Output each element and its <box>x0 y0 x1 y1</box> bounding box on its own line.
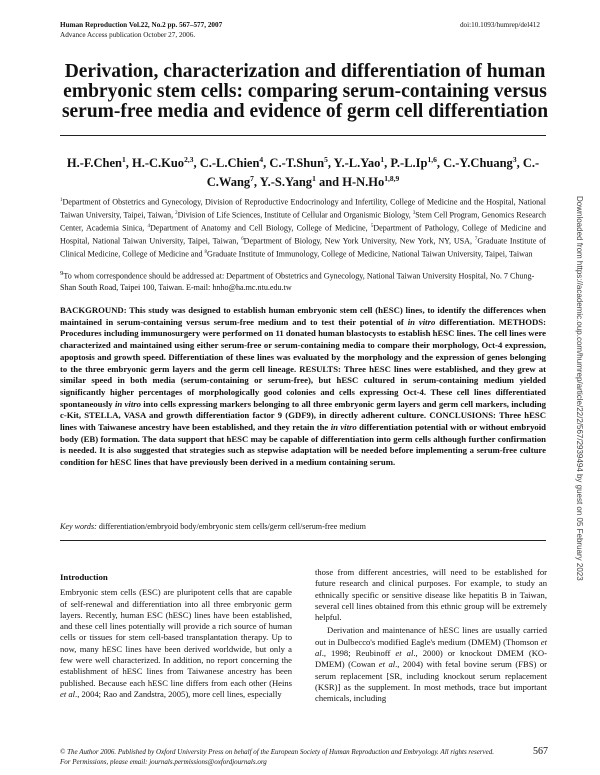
intro-paragraph-1: Embryonic stem cells (ESC) are pluripotent cells that are capable of self-renewal and differentiation into all three embryonic germ layers. Recently, human ESC (hESC) lines have been established, and these cell lines potentially will provide a rich source of human cells or tissues for stem cell-based transplantation therapy. Up to now, many hESC lines have been derived worldwide, but only a few were well characterized. In addition, no report concerning the establishment of hESC lines from Taiwanese ancestry has been published. Because each hESC line differs from each other (Heins et al., 2004; Rao and Zandstra, 2005), more cell lines, especially <box>60 587 292 699</box>
intro-column-right <box>315 567 547 705</box>
affiliation-text: Division of Life Sciences, Institute of Cellular and Organismic Biology, <box>177 210 413 220</box>
author-name: Y.-L.Yao$^1$ <box>333 155 385 171</box>
title-rule <box>60 135 546 136</box>
keywords-label: Key words: <box>60 522 97 531</box>
permissions-line: For Permissions, please email: journals.permissions@oxfordjournals.org <box>60 757 267 766</box>
keywords-rule <box>60 540 546 541</box>
copyright-line: © The Author 2006. Published by Oxford University Press on behalf of the European Society of Human Reproduction and Embryology. All rights reserved. <box>60 748 495 756</box>
author-name: P.-L.Ip$^{1,6}$ <box>390 155 437 171</box>
journal-citation: Human Reproduction Vol.22, No.2 pp. 567–577, 2007 <box>60 21 223 29</box>
intro-column-left <box>60 572 292 700</box>
intro-paragraph-1-cont: those from different ancestries, will need to be established for future research and clinical purposes. For example, to study an ethnically specific or sensitive disease like hepatitis B in Taiwan, several cell lines obtained from this ethnic group will be extremely helpful. <box>315 567 547 623</box>
copyright-footer <box>60 748 500 767</box>
affiliation-text: Department of Biology, New York University, New York, NY, USA, <box>243 236 475 246</box>
article-title: Derivation, characterization and differentiation of human embryonic stem cells: comparing serum-containing versus serum-free media and evidence of germ cell differentiation <box>61 61 549 122</box>
abstract: BACKGROUND: This study was designed to establish human embryonic stem cell (hESC) lines, to identify the differences when maintained in serum-containing versus serum-free medium and to test their potential of in vitro differentiation. METHODS: Procedures including immunosurgery were performed on 11 donated human blastocysts to establish hESC lines. The cell lines were characterized and maintained using either serum-free or serum-containing media to compare their morphology, Oct-4 expression, apoptosis and growth speed. Differentiation of these lines was evaluated by the morphology and the expression of genes belonging to the three embryonic germ layers and the germ cell lineage. RESULTS: Three hESC lines were established, and they grew at similar speed in both media (serum-containing or serum-free), but hESC cultured in serum-containing medium yielded significantly higher percentages of morphologically good colonies and cells expressing Oct-4. These cell lines differentiated spontaneously in vitro into cells expressing markers belonging to all three embryonic germ layers and germ cell markers, including c-Kit, STELLA, VASA and growth differentiation factor 9 (GDF9), in directly adherent culture. CONCLUSIONS: Three hESC lines with Taiwanese ancestry have been established, and they retain the in vitro differentiation potential with or without embryoid body (EB) formation. The data support that hESC may be capable of differentiation into germ cells although further confirmation is needed. It is also suggested that strategies such as stepwise adaptation will be needed before implementing a serum-free culture condition for hESC lines that have previously been derived in a medium containing serum. <box>60 305 547 468</box>
section-heading-introduction: Introduction <box>60 572 108 582</box>
author-list: H.-F.Chen$^1$, H.-C.Kuo$^{2,3}$, C.-L.Chien$^4$, C.-T.Shun$^5$, Y.-L.Yao$^1$, P.-L.Ip$^{1,6}$, C.-Y.Chuang$^3$, C.-C.Wang$^7$, Y.-S.Yang$^1$ and H-N.Ho$^{1,8,9}$ <box>66 155 540 190</box>
correspondence: $^9$To whom correspondence should be addressed at: Department of Obstetrics and Gynecology, National Taiwan University Hospital, No. 7 Chung-Shan South Road, Taipei 100, Taiwan. E-mail: hnho@ha.mc.ntu.edu.tw <box>60 270 535 292</box>
affiliation-text: Stem Cell Program, Genomics Research Center, Academia Sinica, <box>60 210 547 233</box>
doi[interactable]: doi:10.1093/humrep/del412 <box>459 21 540 29</box>
author-name: C.-T.Shun$^5$ <box>269 155 328 171</box>
affiliations: $^1$Department of Obstetrics and Gynecology, Division of Reproductive Endocrinology and Infertility, College of Medicine and the Hospital, National Taiwan University, Taipei, Taiwan, $^2$Division of Life Sciences, Institute of Cellular and Organismic Biology, $^3$Stem Cell Program, Genomics Research Center, Academia Sinica, $^4$Department of Anatomy and Cell Biology, College of Medicine, $^5$Department of Pathology, College of Medicine and Hospital, National Taiwan University, Taipei, Taiwan, $^6$Department of Biology, New York University, New York, NY, USA, $^7$Graduate Institute of Clinical Medicine, College of Medicine and $^8$Graduate Institute of Immunology, College of Medicine, National Taiwan University, Taipei, Taiwan <box>60 197 547 259</box>
author-name: C.-C.Wang$^7$ <box>206 156 540 190</box>
affiliation-text: Department of Pathology, College of Medicine and Hospital, National Taiwan University, Taipei, Taiwan, <box>60 223 547 246</box>
download-watermark: Downloaded from https://academic.oup.com/humrep/article/22/2/567/2939494 by guest on 05 February 2023 <box>575 196 584 581</box>
affiliation-text: Department of Obstetrics and Gynecology, Division of Reproductive Endocrinology and Infertility, College of Medicine and the Hospital, National Taiwan University, Taipei, Taiwan, <box>60 197 546 220</box>
author-name: C.-L.Chien$^4$ <box>199 155 264 171</box>
author-name: H.-F.Chen$^1$ <box>66 155 126 171</box>
author-name: H.-C.Kuo$^{2,3}$ <box>131 155 194 171</box>
keywords-text: differentiation/embryoid body/embryonic stem cells/germ cell/serum-free medium <box>96 522 366 531</box>
correspondence-text: To whom correspondence should be addressed at: Department of Obstetrics and Gynecology, National Taiwan University Hospital, No. 7 Chung-Shan South Road, Taipei 100, Taiwan. E-mail: hnho@ha.mc.ntu.edu.tw <box>60 271 535 292</box>
advance-access-note: Advance Access publication October 27, 2006. <box>60 31 196 39</box>
intro-paragraph-2: Derivation and maintenance of hESC lines are usually carried out in Dulbecco's modified Eagle's medium (DMEM) (Thomson et al., 1998; Reubinoff et al., 2000) or knockout DMEM (KO-DMEM) (Cowan et al., 2004) with fetal bovine serum (FBS) or serum replacement [SR, including knockout serum replacement (KSR)] as the supplement. In most methods, trace but important chemicals, including <box>315 625 548 704</box>
affiliation-text: Graduate Institute of Clinical Medicine, College of Medicine and <box>60 236 546 259</box>
author-name: Y.-S.Yang$^1$ <box>259 174 316 190</box>
keywords <box>60 521 546 532</box>
page-number: 567 <box>533 746 548 757</box>
affiliation-text: Department of Anatomy and Cell Biology, College of Medicine, <box>149 223 371 233</box>
affiliation-text: Graduate Institute of Immunology, College of Medicine, National Taiwan University, Taipei, Taiwan <box>206 249 533 259</box>
author-name: C.-Y.Chuang$^3$ <box>443 155 517 171</box>
author-name: H-N.Ho$^{1,8,9}$ <box>342 174 400 190</box>
